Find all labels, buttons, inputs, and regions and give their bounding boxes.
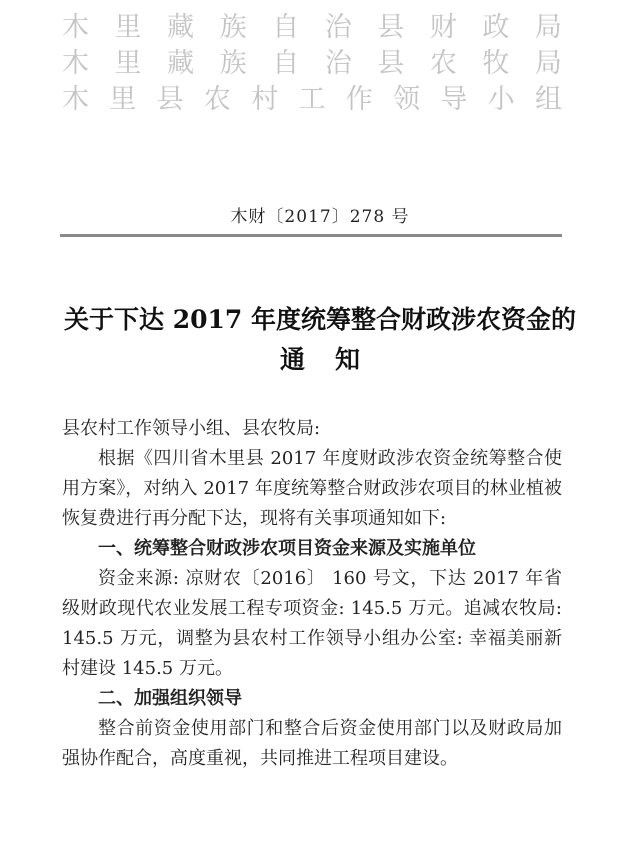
authority-char: 木: [62, 12, 89, 43]
authority-char: 农: [429, 48, 457, 79]
authority-char: 小: [487, 84, 515, 115]
intro-paragraph: 根据《四川省木里县 2017 年度财政涉农资金统筹整合使用方案》，对纳入 2017 年度统筹整合财政涉农项目的林业植被恢复费进行再分配下达，现将有关事项通知如下:: [62, 448, 562, 529]
document-number: 木财〔2017〕278 号: [230, 207, 410, 227]
authority-char: 自: [272, 12, 300, 43]
section-1-paragraph: 资金来源: 凉财农〔2016〕 160 号文，下达 2017 年省级财政现代农业发展工程专项资金: 145.5 万元。追减农牧局: 145.5 万元，调整为县农村工作领导小组办公室: 幸福美丽新村建设 145.5 万元。: [62, 568, 562, 679]
authority-char: 县: [377, 48, 405, 79]
authority-char: 财: [429, 12, 457, 43]
authority-char: 里: [109, 84, 137, 115]
section-2-paragraph: 整合前资金使用部门和整合后资金使用部门以及财政局加强协作配合，高度重视，共同推进工程项目建设。: [62, 718, 562, 769]
authority-char: 工: [298, 84, 326, 115]
authority-char: 牧: [482, 48, 510, 79]
authority-char: 里: [114, 48, 142, 79]
section-2-heading: 二、加强组织领导: [98, 688, 242, 709]
authority-line-2: [62, 46, 562, 82]
authority-char: 木: [62, 84, 89, 115]
authority-char: 治: [324, 12, 352, 43]
authority-char: 农: [203, 84, 231, 115]
salutation: 县农村工作领导小组、县农牧局:: [62, 418, 321, 439]
authority-char: 族: [219, 48, 247, 79]
header-divider: [60, 234, 562, 237]
document-title-line-2: 通知: [279, 345, 390, 374]
authority-char: 藏: [167, 12, 195, 43]
authority-char: 木: [62, 48, 89, 79]
authority-char: 治: [324, 48, 352, 79]
authority-char: 藏: [167, 48, 195, 79]
authority-char: 局: [534, 12, 562, 43]
authority-char: 族: [219, 12, 247, 43]
authority-char: 政: [482, 12, 510, 43]
authority-char: 领: [393, 84, 421, 115]
authority-line-3: [62, 82, 562, 118]
document-title-line-1: 关于下达 2017 年度统筹整合财政涉农资金的: [64, 305, 576, 334]
authority-char: 导: [440, 84, 468, 115]
authority-char: 县: [377, 12, 405, 43]
authority-line-1: [62, 10, 562, 46]
authority-char: 作: [345, 84, 373, 115]
authority-char: 组: [534, 84, 562, 115]
section-1-heading: 一、统筹整合财政涉农项目资金来源及实施单位: [98, 538, 476, 559]
issuing-authorities: [62, 10, 562, 118]
authority-char: 局: [534, 48, 562, 79]
authority-char: 里: [114, 12, 142, 43]
authority-char: 县: [156, 84, 184, 115]
document-body: [62, 414, 562, 774]
authority-char: 自: [272, 48, 300, 79]
authority-char: 村: [251, 84, 279, 115]
